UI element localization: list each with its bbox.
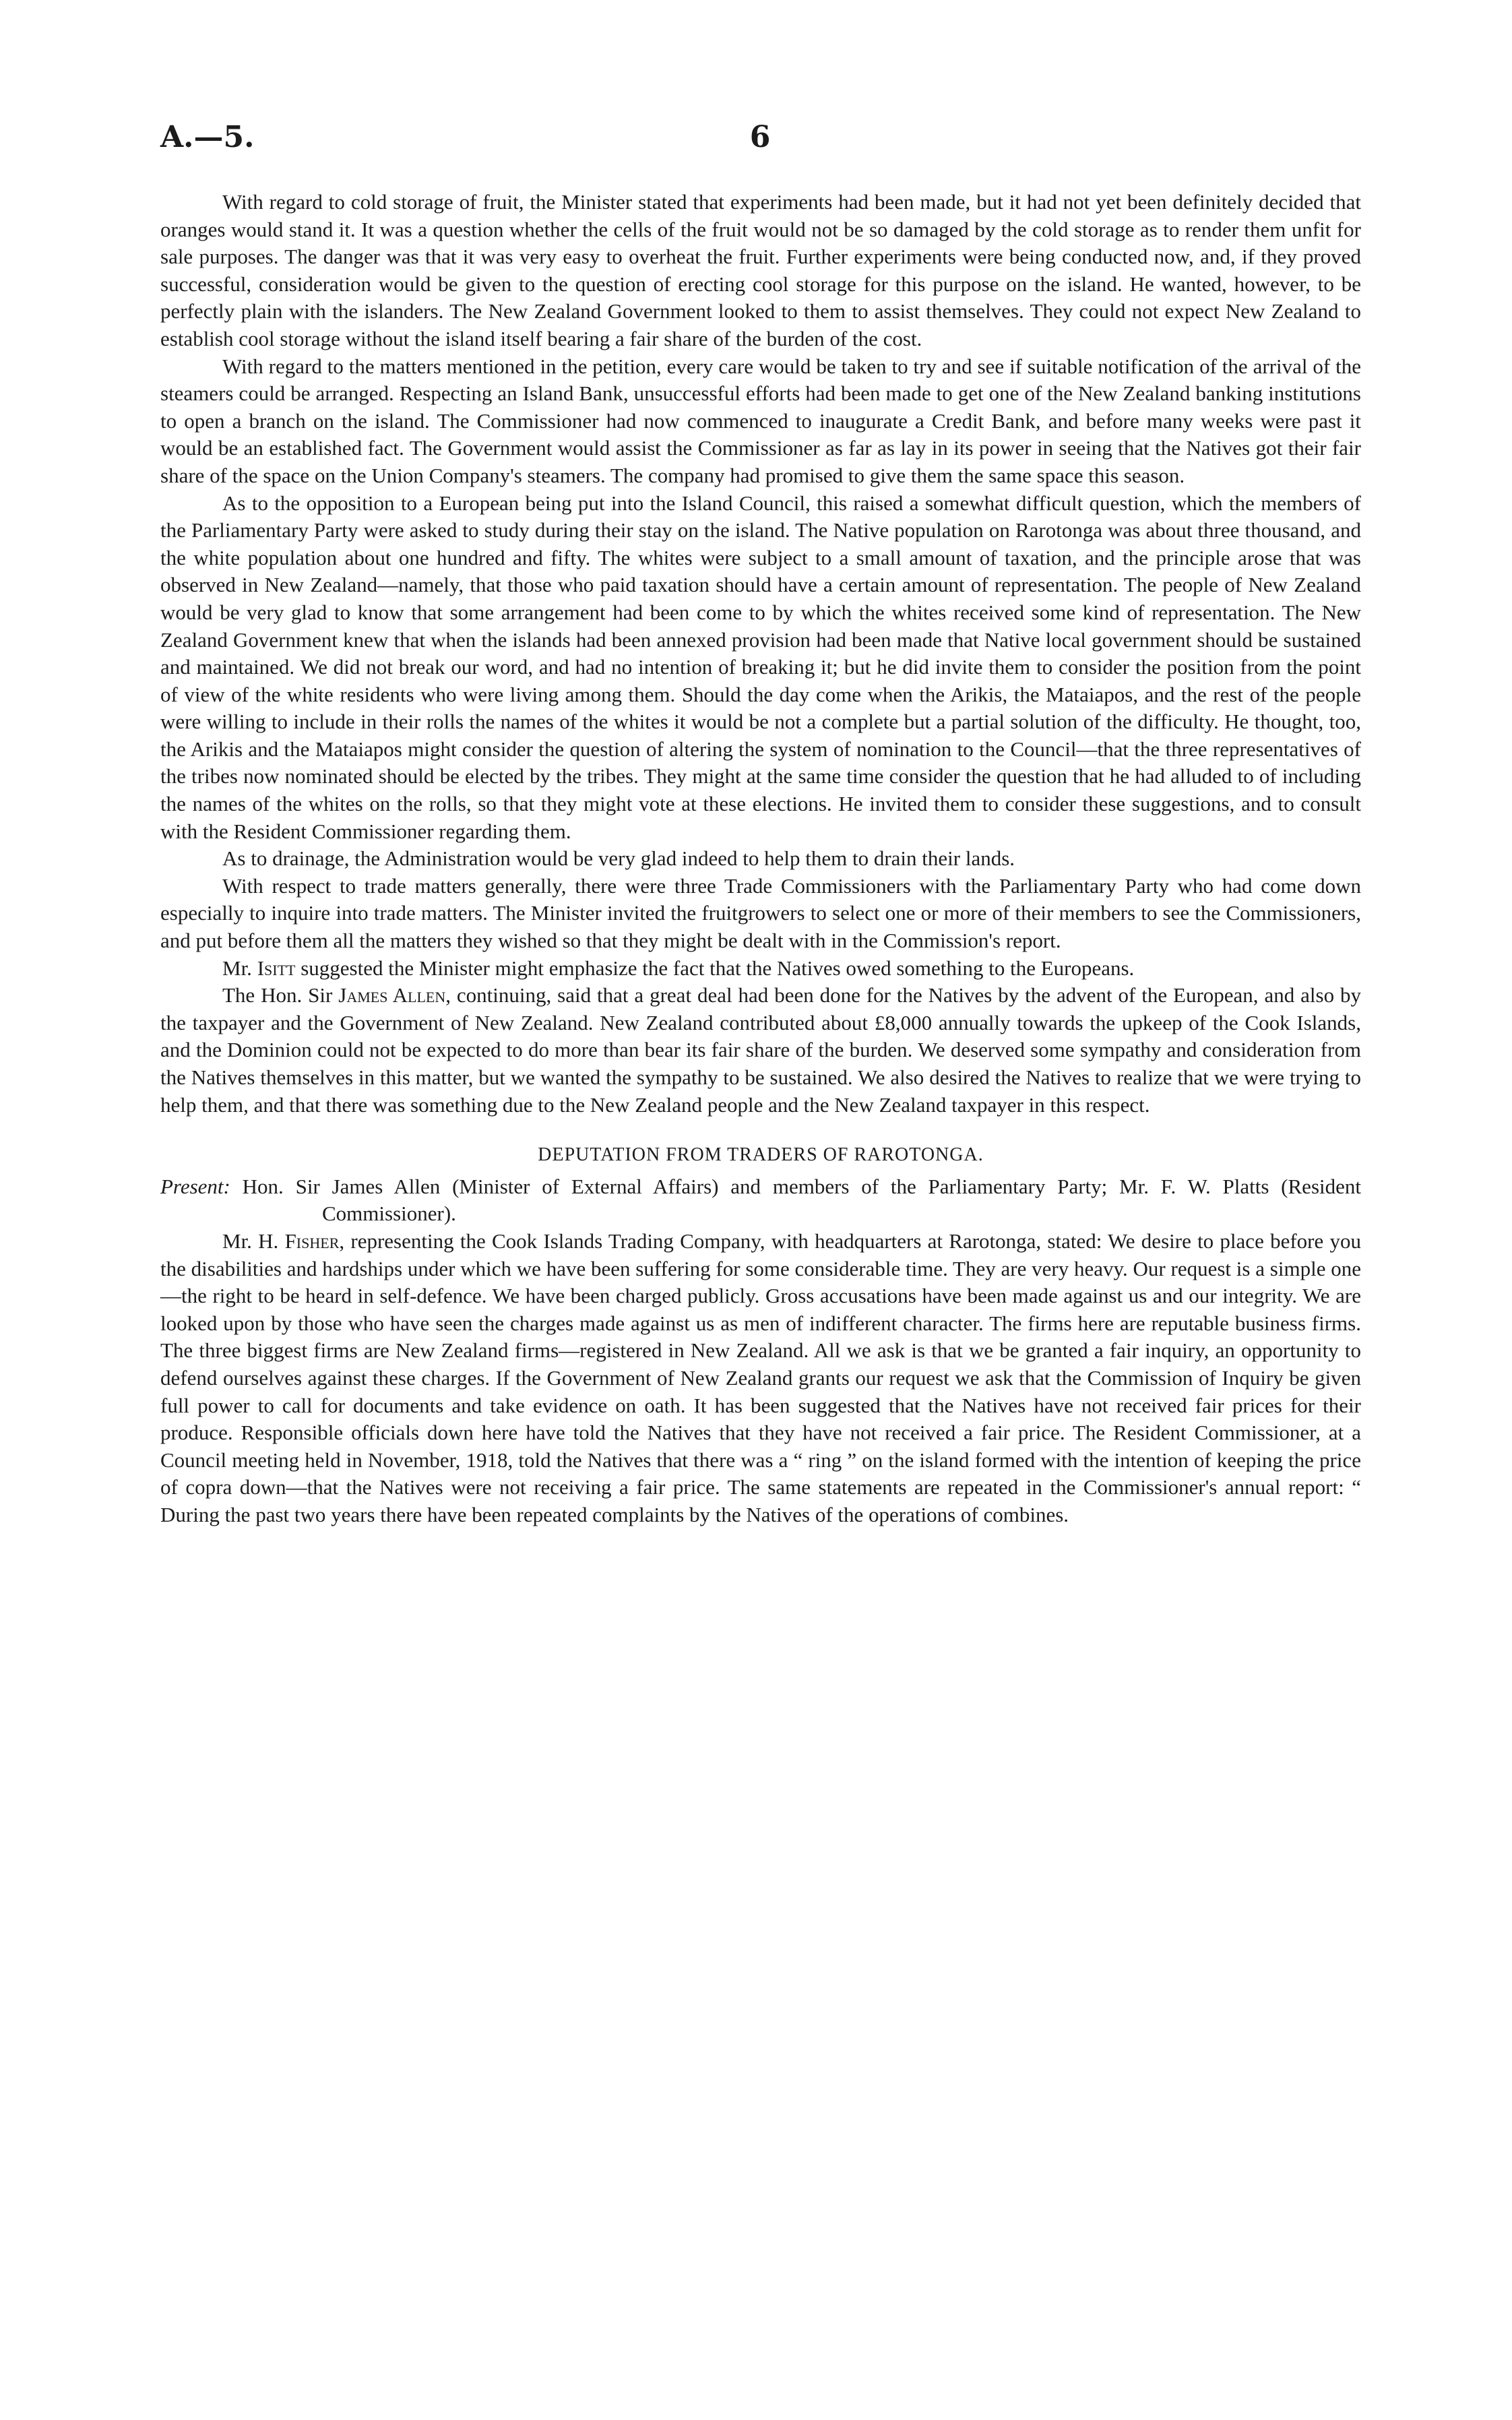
page-number: 6 [749, 120, 771, 154]
present-list [160, 1173, 1361, 1228]
speaker-prefix: Mr. H. [222, 1229, 279, 1253]
section-heading: DEPUTATION FROM TRADERS OF RAROTONGA. [538, 1144, 984, 1166]
page-header [160, 120, 1360, 167]
paragraph-isitt [160, 955, 1361, 983]
speaker-name: Fisher [284, 1229, 340, 1253]
paragraph-drainage: As to drainage, the Administration would be very glad indeed to help them to drain their lands. [222, 846, 1015, 871]
document-body [160, 189, 1361, 1529]
speaker-prefix: The Hon. Sir [222, 983, 333, 1007]
speaker-name: Isitt [257, 956, 296, 980]
speech-text: , representing the Cook Islands Trading Company, with headquarters at Rarotonga, stated: We desire to place before you the disabilities and hardships under which we have been suffering for some considerable time. They are very heavy. Our request is a simple one—the right to be heard in self-defence. We have been charged publicly. Gross accusations have been made against us and our integrity. We are looked upon by those who have seen the charges made against us as men of indifferent character. The firms here are reputable business firms. The three biggest firms are New Zealand firms—registered in New Zealand. All we ask is that we be granted a fair inquiry, an opportunity to defend ourselves against these charges. If the Government of New Zealand grants our request we ask that the Commission of Inquiry be given full power to call for documents and take evidence on oath. It has been suggested that the Natives have not received fair prices for their produce. Responsible officials down here have told the Natives that they have not received a fair price. The Resident Commissioner, at a Council meeting held in November, 1918, told the Natives that there was a “ ring ” on the island formed with the intention of keeping the price of copra down—that the Natives were not receiving a fair price. The same statements are repeated in the Commissioner's annual report: “ During the past two years there have been repeated complaints by the Natives of the operations of combines. [160, 1229, 1361, 1526]
paragraph-cold-storage: With regard to cold storage of fruit, the Minister stated that experiments had been made, but it had not yet been definitely decided that oranges would stand it. It was a question whether the cells of the fruit would not be so damaged by the cold storage as to render them unfit for sale purposes. The danger was that it was very easy to overheat the fruit. Further experiments were being conducted now, and, if they proved successful, consideration would be given to the question of erecting cool storage for this purpose on the island. He wanted, however, to be perfectly plain with the islanders. The New Zealand Government looked to them to assist themselves. They could not expect New Zealand to establish cool storage without the island itself bearing a fair share of the burden of the cost. [160, 190, 1361, 350]
paragraph-petition: With regard to the matters mentioned in the petition, every care would be taken to try and see if suitable notification of the arrival of the steamers could be arranged. Respecting an Island Bank, unsuccessful efforts had been made to get one of the New Zealand banking institutions to open a branch on the island. The Commissioner had now commenced to inaugurate a Credit Bank, and before many weeks were past it would be an established fact. The Government would assist the Commissioner as far as lay in its power in seeing that the Natives got their fair share of the space on the Union Company's steamers. The company had promised to give them the same space this season. [160, 354, 1361, 487]
present-label: Present: [160, 1174, 230, 1198]
speech-text: suggested the Minister might emphasize the fact that the Natives owed something to the Europeans. [295, 956, 1135, 980]
document-code: A.—5. [160, 120, 255, 154]
speaker-prefix: Mr. [222, 956, 252, 980]
present-text: Hon. Sir James Allen (Minister of External Affairs) and members of the Parliamentary Party; Mr. F. W. Platts (Resident Commissioner). [242, 1174, 1361, 1226]
speech-text: , continuing, said that a great deal had been done for the Natives by the advent of the European, and also by the taxpayer and the Government of New Zealand. New Zealand contributed about £8,000 annually towards the upkeep of the Cook Islands, and the Dominion could not be expected to do more than bear its fair share of the burden. We deserved some sympathy and consideration from the Natives themselves in this matter, but we wanted the sympathy to be sustained. We also desired the Natives to realize that we were trying to help them, and that there was something due to the New Zealand people and the New Zealand taxpayer in this respect. [160, 983, 1361, 1117]
paragraph-fisher [160, 1228, 1361, 1529]
paragraph-allen [160, 982, 1361, 1119]
paragraph-island-council: As to the opposition to a European being put into the Island Council, this raised a somewhat difficult question, which the members of the Parliamentary Party were asked to study during their stay on the island. The Native population on Rarotonga was about three thousand, and the white population about one hundred and fifty. The whites were subject to a small amount of taxation, and the principle arose that was observed in New Zealand—namely, that those who paid taxation should have a certain amount of representation. The people of New Zealand would be very glad to know that some arrangement had been come to by which the whites received some kind of representation. The New Zealand Government knew that when the islands had been annexed provision had been made that Native local government should be sustained and maintained. We did not break our word, and had no intention of breaking it; but he did invite them to consider the position from the point of view of the white residents who were living among them. Should the day come when the Arikis, the Mataiapos, and the rest of the people were willing to include in their rolls the names of the whites it would be not a complete but a partial solution of the difficulty. He thought, too, the Arikis and the Mataiapos might consider the question of altering the system of nomination to the Council—that the three representatives of the tribes now nominated should be elected by the tribes. They might at the same time consider the question that he had alluded to of including the names of the whites on the rolls, so that they might vote at these elections. He invited them to consider these suggestions, and to consult with the Resident Commissioner regarding them. [160, 491, 1361, 843]
speaker-name: James Allen [338, 983, 446, 1007]
paragraph-trade-matters: With respect to trade matters generally, there were three Trade Commissioners with the Parliamentary Party who had come down especially to inquire into trade matters. The Minister invited the fruitgrowers to select one or more of their members to see the Commissioners, and put before them all the matters they wished so that they might be dealt with in the Commission's report. [160, 873, 1361, 953]
